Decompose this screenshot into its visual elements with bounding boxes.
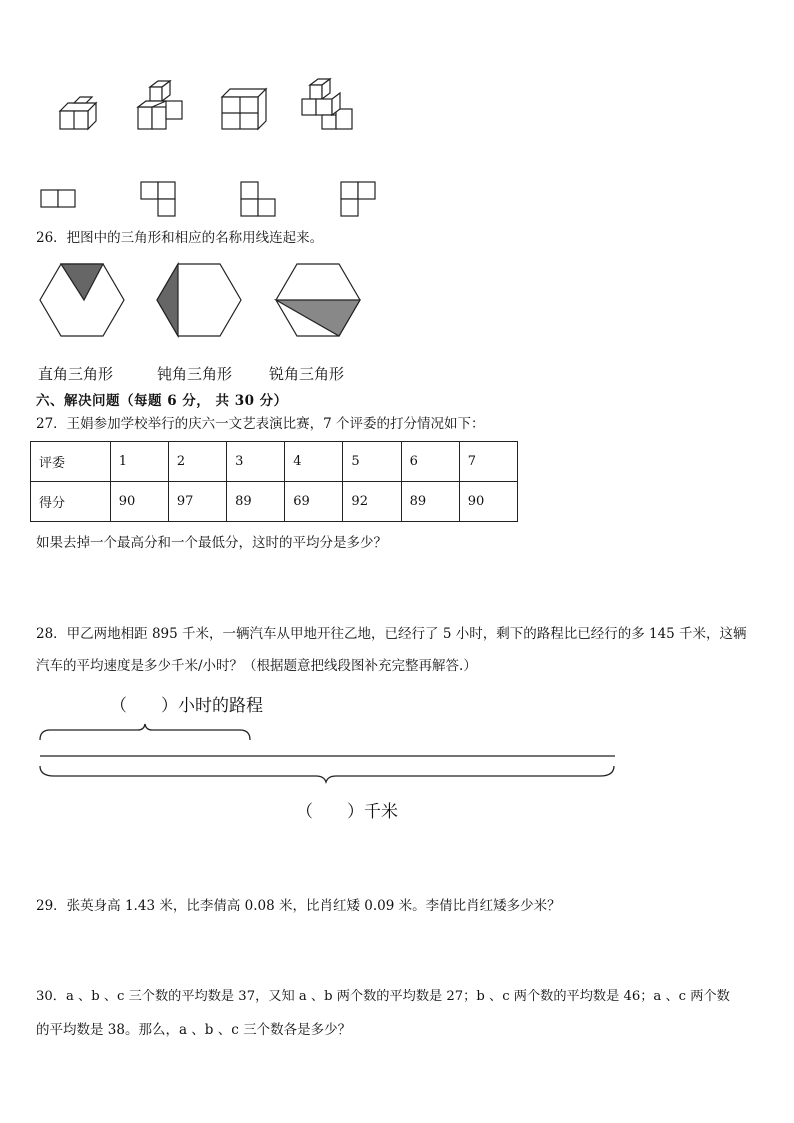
hexagon-triangles (0, 262, 794, 362)
question-28-line1: 28．甲乙两地相距 895 千米，一辆汽车从甲地开往乙地，已经行了 5 小时，剩下的路程比已经行的多 145 千米，这辆 (36, 626, 747, 642)
segment-bottom-label: （ ）千米 (296, 802, 398, 822)
name-acute-triangle: 锐角三角形 (269, 365, 345, 383)
score-table (30, 441, 518, 522)
question-28-line2: 汽车的平均速度是多少千米/小时？（根据题意把线段图补充完整再解答.） (36, 658, 477, 674)
question-30-line2: 的平均数是 38。那么，a 、b 、c 三个数各是多少？ (36, 1022, 352, 1038)
table-row (31, 482, 518, 522)
question-30-line1: 30．a 、b 、c 三个数的平均数是 37，又知 a 、b 两个数的平均数是 27；b 、c 两个数的平均数是 46；a 、c 两个数 (36, 989, 730, 1004)
table-cell: 得分 (31, 482, 111, 522)
table-cell: 1 (110, 442, 168, 482)
table-cell: 7 (459, 442, 517, 482)
table-cell: 4 (285, 442, 343, 482)
table-cell: 5 (343, 442, 401, 482)
table-cell: 评委 (31, 442, 111, 482)
name-right-triangle: 直角三角形 (38, 365, 114, 383)
view-figures (0, 176, 794, 226)
table-cell: 89 (401, 482, 459, 522)
table-cell: 2 (168, 442, 226, 482)
table-row (31, 442, 518, 482)
section-6-title: 六、解决问题（每题 6 分， 共 30 分） (36, 393, 288, 409)
table-cell: 90 (110, 482, 168, 522)
question-27-ask: 如果去掉一个最高分和一个最低分，这时的平均分是多少？ (36, 535, 387, 551)
question-29: 29．张英身高 1.43 米，比李倩高 0.08 米，比肖红矮 0.09 米。李倩比肖红矮多少米？ (36, 898, 561, 914)
question-27: 27．王娟参加学校举行的庆六一文艺表演比赛，7 个评委的打分情况如下： (36, 416, 485, 432)
table-cell: 69 (285, 482, 343, 522)
table-cell: 97 (168, 482, 226, 522)
table-cell: 6 (401, 442, 459, 482)
segment-top-label: （ ）小时的路程 (110, 696, 263, 716)
table-cell: 3 (227, 442, 285, 482)
name-obtuse-triangle: 钝角三角形 (157, 365, 233, 383)
question-26: 26．把图中的三角形和相应的名称用线连起来。 (36, 230, 324, 246)
table-cell: 89 (227, 482, 285, 522)
table-cell: 92 (343, 482, 401, 522)
segment-diagram (0, 722, 794, 782)
table-cell: 90 (459, 482, 517, 522)
